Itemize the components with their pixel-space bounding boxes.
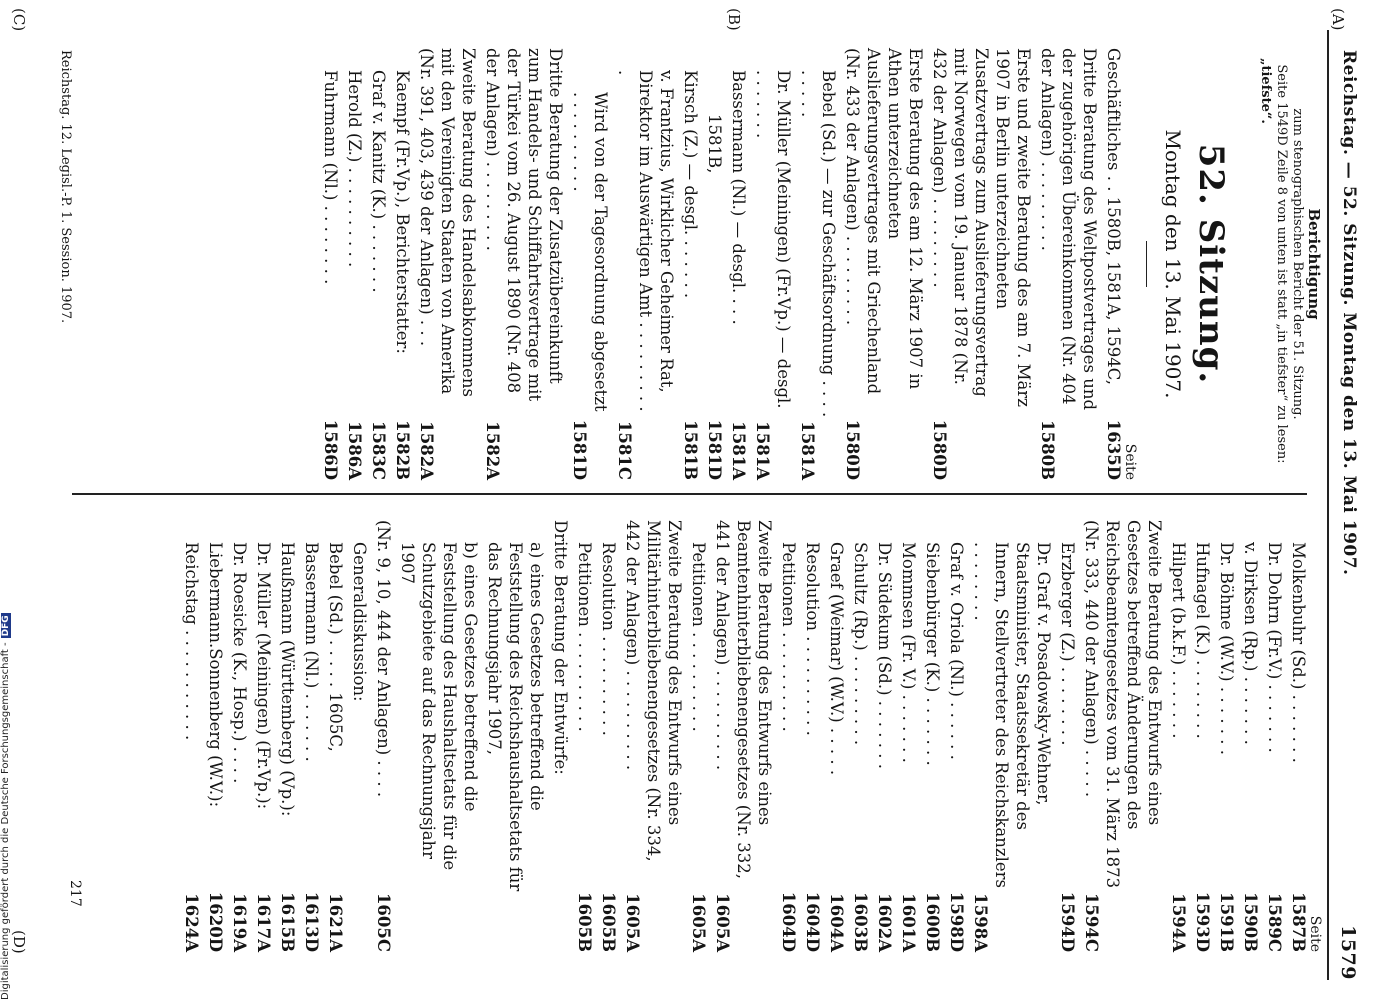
correction-title: Berichtigung — [1305, 208, 1323, 320]
index-entry-page-ref: 1605A — [623, 893, 642, 952]
index-entry — [1103, 48, 1124, 480]
index-entry-text: Resolution . . . . . . . . . . — [803, 542, 822, 736]
index-entry-page-ref: 1581A — [729, 421, 748, 480]
index-entry-text: Zweite Beratung des Entwurfs eines Gesetzes betreffend Änderungen des Reichsbeamtengesetzes vom 31. März 1873 (Nr. 333, 440 der Anlagen) . . . . . — [1082, 520, 1164, 889]
index-entry-text: v. Frantzius, Wirklicher Geheimer Rat, Direktor im Auswärtigen Amt . . . . . . . . . . — [615, 70, 676, 412]
index-entry — [1192, 520, 1213, 952]
index-entry-text: Kaempf (Fr.Vp.), Berichterstatter: — [393, 70, 412, 354]
index-entry — [898, 520, 919, 952]
page-footer — [58, 50, 73, 490]
index-entry — [368, 48, 389, 480]
index-entry-page-ref: 1594C — [1082, 892, 1101, 952]
index-entry-page-ref: 1604D — [779, 891, 798, 952]
index-entry-text: Bebel (Sd.) . . . . . 1605C, — [326, 542, 345, 752]
index-entry-page-ref: 1582A — [417, 421, 436, 480]
index-entry-text: Dr. Südekum (Sd.) . . . . . . . — [875, 542, 894, 769]
margin-letter-b: (B) — [725, 8, 743, 31]
index-entry-text: Petitionen . . . . . . . . . . — [779, 542, 798, 732]
index-entry-text: (Nr. 9, 10, 444 der Anlagen) . . . . — [374, 520, 393, 798]
digitization-note — [0, 600, 14, 1000]
margin-letter-a: (A) — [1329, 8, 1347, 31]
index-entry — [482, 48, 566, 480]
index-entry — [397, 520, 481, 952]
index-entry — [752, 48, 794, 480]
index-entry — [680, 48, 701, 480]
index-entry-text: Herold (Z.) . . . . . . . . . . — [345, 70, 364, 268]
index-entry-page-ref: 1604D — [803, 891, 822, 952]
index-entry-page-ref: 1586A — [345, 421, 364, 480]
index-entry-text: Dritte Beratung des Weltpostvertrages und der zugehörigen Übereinkommen (Nr. 404 der Anlagen) . . . . . . . . . — [1038, 48, 1099, 411]
index-entry — [344, 48, 365, 480]
index-entry-text: Erste Beratung des am 12. März 1907 in Athen unterzeichneten Auslieferungsvertrages mit Griechenland (Nr. 433 der Anlagen) . . . . . . . . . — [843, 48, 925, 395]
column-divider — [72, 493, 1307, 495]
index-entry-page-ref: 1582A — [483, 421, 502, 480]
sheet-signature: 217 — [67, 880, 83, 907]
index-entry — [320, 48, 341, 480]
index-entry-text: Mommsen (Fr. V.) . . . . . . . — [899, 542, 918, 763]
index-entry-page-ref: 1591B — [1217, 892, 1236, 952]
index-entry — [797, 48, 839, 480]
dfg-logo: DFG — [1, 615, 11, 637]
index-entry-text: Bebel (Sd.) — zur Geschäftsordnung . . . . . . . . . — [798, 70, 838, 418]
index-entry — [1240, 520, 1261, 952]
left-index-list — [320, 48, 1124, 480]
index-entry-page-ref: 1598D — [947, 891, 966, 952]
index-entry — [728, 48, 749, 480]
index-entry — [301, 520, 322, 952]
index-entry-text: Dritte Beratung der Entwürfe: — [551, 520, 570, 775]
running-head — [1327, 30, 1365, 980]
index-entry-page-ref: 1590B — [1241, 892, 1260, 952]
margin-letter-c: (C) — [10, 8, 28, 32]
index-entry — [373, 520, 394, 952]
index-entry-page-ref: 1581D — [705, 419, 724, 480]
index-entry-page-ref: 1594D — [1058, 891, 1077, 952]
seite-label-left: Seite — [1122, 443, 1138, 480]
index-entry-text: v. Dirksen (Rp.) . . . . . . . — [1241, 542, 1260, 745]
index-entry-page-ref: 1601A — [899, 893, 918, 952]
correction-line-2: Seite 1549D Zeile 8 von unten ist statt „in tiefster“ zu lesen: — [1274, 64, 1289, 464]
session-title: 52. Sitzung. — [1191, 143, 1231, 385]
index-entry-text: Zweite Beratung des Entwurfs eines Militärhinterbliebenengesetzes (Nr. 334, 442 der Anlagen) . . . . . . . . . . — [623, 520, 684, 862]
index-entry-text: Dr. Böhme (W.V.) . . . . . . . — [1217, 542, 1236, 756]
index-entry-page-ref: 1581A — [753, 421, 772, 480]
index-entry — [802, 520, 823, 952]
index-entry-text: Dritte Beratung der Zusatzübereinkunft zum Handels- und Schiffahrtsvertrage mit der Türkei vom 26. August 1890 (Nr. 408 der Anlagen) . . . . . . . . . — [483, 48, 565, 402]
index-entry-page-ref: 1594A — [1169, 893, 1188, 952]
index-entry-page-ref: 1615B — [278, 892, 297, 952]
index-entry — [874, 520, 895, 952]
index-entry — [277, 520, 298, 952]
index-entry-page-ref: 1613D — [302, 891, 321, 952]
digitization-text: Digitalisierung gefördert durch die Deutsche Forschungsgemeinschaft - — [0, 642, 11, 1000]
index-entry-text: Molkenbuhr (Sd.) . . . . . . . — [1289, 542, 1308, 763]
index-entry-page-ref: 1582B — [393, 420, 412, 480]
index-entry — [929, 48, 1034, 480]
index-entry-page-ref: 1620D — [206, 891, 225, 952]
index-entry-text: Graf v. Kanitz (K.) . . . . . . . — [369, 70, 388, 293]
index-entry-page-ref: 1624A — [182, 893, 201, 952]
index-entry — [922, 520, 943, 952]
index-entry-page-ref: 1593D — [1193, 891, 1212, 952]
index-entry — [1264, 520, 1285, 952]
index-entry — [688, 520, 709, 952]
page-number: 1579 — [1337, 925, 1359, 980]
index-entry-text: Schultz (Rp.) . . . . . . . . . — [851, 542, 870, 746]
index-entry-text: Zweite Beratung des Handelsabkommens mit den Vereinigten Staaten von Amerika (Nr. 391, 403, 439 der Anlagen) . . . — [417, 48, 478, 398]
index-entry-text: Graf v. Oriola (Nl.) . . . . . . — [947, 542, 966, 760]
index-entry-text: Dr. Graf v. Posadowsky-Wehner, Staatsminister, Staatssekretär des Innern, Stellvertreter des Reichskanzlers . . . . . . . . — [971, 542, 1053, 888]
index-entry-page-ref: 1581A — [798, 421, 817, 480]
index-entry-text: Dr. Müller (Meiningen) (Fr.Vp.) — desgl. . . . . . . . — [753, 70, 793, 409]
short-rule — [1146, 241, 1147, 287]
index-entry — [622, 520, 685, 952]
index-entry-page-ref: 1602A — [875, 893, 894, 952]
index-entry-page-ref: 1619A — [230, 893, 249, 952]
index-entry — [229, 520, 250, 952]
index-entry-text: Hufnagel (K.) . . . . . . . . — [1193, 542, 1212, 739]
index-entry-text: Siebenbürger (K.) . . . . . . . — [923, 542, 942, 766]
index-entry-page-ref: 1621A — [326, 893, 345, 952]
right-index-list — [181, 520, 1309, 952]
index-entry-text: Reichstag . . . . . . . . . . . — [182, 542, 201, 741]
index-entry-page-ref: 1605B — [599, 892, 618, 952]
index-entry — [704, 48, 725, 480]
index-entry — [1037, 48, 1100, 480]
index-entry-text: Fuhrmann (Nl.) . . . . . . . . — [321, 70, 340, 285]
index-entry — [253, 520, 274, 952]
index-entry-page-ref: 1580D — [843, 419, 862, 480]
index-entry-page-ref: 1605A — [713, 893, 732, 952]
index-entry — [842, 48, 926, 480]
index-entry — [205, 520, 226, 952]
index-entry — [970, 520, 1054, 952]
index-entry-text: Dr. Dohrn (Fr.V.) . . . . . . . — [1265, 542, 1284, 753]
index-entry-text: Wird von der Tagesordnung abgesetzt . . . . . . . . . . — [570, 92, 610, 412]
index-entry-text: Zweite Beratung des Entwurfs eines Beamtenhinterbliebenengesetzes (Nr. 332, 441 der Anlagen) . . . . . . . . . . — [713, 520, 774, 879]
index-entry — [1216, 520, 1237, 952]
index-entry — [416, 48, 479, 480]
index-entry-text: 1581B, — [705, 114, 724, 174]
index-entry-page-ref: 1581C — [615, 420, 634, 480]
index-entry — [181, 520, 202, 952]
index-entry — [850, 520, 871, 952]
index-entry — [1081, 520, 1165, 952]
index-entry-text: b) eines Gesetzes betreffend die Feststellung des Haushaltsetats für die Schutzgebiete auf das Rechnungsjahr 1907 — [398, 542, 480, 871]
correction-line-3: „tiefste“. — [1258, 58, 1273, 124]
index-entry-page-ref: 1598A — [971, 893, 990, 952]
session-date: Montag den 13. Mai 1907. — [1161, 129, 1185, 399]
index-entry-text: Erste und zweite Beratung des am 7. März 1907 in Berlin unterzeichneten Zusatzvertrags zum Auslieferungsvertrag mit Norwegen vom 19. Januar 1878 (Nr. 432 der Anlagen) . . . . . . . . . — [930, 48, 1033, 407]
index-entry — [569, 48, 611, 480]
index-entry — [946, 520, 967, 952]
index-entry — [614, 48, 677, 480]
index-entry-page-ref: 1586D — [321, 419, 340, 480]
index-entry — [574, 520, 595, 952]
index-entry-page-ref: 1617A — [254, 893, 273, 952]
index-entry — [325, 520, 346, 952]
index-entry-page-ref: 1583C — [369, 420, 388, 480]
index-entry — [712, 520, 775, 952]
index-entry-text: Erzberger (Z.) . . . . . . . . — [1058, 542, 1077, 746]
index-entry-page-ref: 1635D — [1104, 419, 1123, 480]
index-entry — [1288, 520, 1309, 952]
index-entry-text: Hilpert (b.k.F.) . . . . . . . — [1169, 542, 1188, 739]
right-column — [178, 520, 1327, 952]
index-entry-text: Petitionen . . . . . . . . . . — [689, 542, 708, 732]
index-entry-text: Bassermann (Nl.) — desgl. . . . — [729, 70, 748, 325]
index-entry-page-ref: 1580D — [930, 419, 949, 480]
index-entry-page-ref: 1581D — [570, 419, 589, 480]
index-entry — [484, 520, 547, 952]
index-entry — [349, 520, 370, 952]
index-entry — [392, 48, 413, 480]
running-head-title: Reichstag. — 52. Sitzung. Montag den 13. Mai 1907. — [1339, 50, 1359, 576]
left-column — [317, 48, 1327, 480]
index-entry-text: Dr. Roesicke (K., Hosp.) . . . . — [230, 542, 249, 784]
index-entry — [1168, 520, 1189, 952]
index-entry-text: a) eines Gesetzes betreffend die Feststellung des Reichshaushaltsetats für das Rechnungsjahr 1907, — [485, 542, 546, 892]
index-entry — [550, 520, 571, 952]
correction-line-1: zum stenographischen Bericht der 51. Sitzung. — [1290, 108, 1305, 420]
index-entry-page-ref: 1587B — [1289, 892, 1308, 952]
index-entry-text: Geschäftliches . . 1580B, 1581A, 1594C, — [1104, 48, 1123, 386]
index-entry-page-ref: 1605A — [689, 893, 708, 952]
index-entry-page-ref: 1600B — [923, 892, 942, 952]
index-entry — [778, 520, 799, 952]
seite-label-right: Seite — [1307, 915, 1323, 952]
index-entry-page-ref: 1605B — [575, 892, 594, 952]
index-entry — [1057, 520, 1078, 952]
index-entry-text: Bassermann (Nl.) . . . . . . . — [302, 542, 321, 762]
index-entry-page-ref: 1589C — [1265, 892, 1284, 952]
margin-letter-d: (D) — [10, 930, 28, 954]
index-entry-text: Kirsch (Z.) — desgl. . . . . . . — [681, 70, 700, 299]
index-entry-page-ref: 1604A — [827, 893, 846, 952]
index-entry-text: Liebermann.Sonnenberg (W.V.): — [206, 542, 225, 808]
index-entry-text: Generaldiskussion: — [350, 542, 369, 702]
index-entry-page-ref: 1580B — [1038, 420, 1057, 480]
index-entry — [826, 520, 847, 952]
index-entry-text: Petitionen . . . . . . . . . . — [575, 542, 594, 732]
index-entry-page-ref: 1603B — [851, 892, 870, 952]
footer-publication: Reichstag. 12. Legisl.-P. 1. Session. 1907. — [58, 50, 73, 324]
index-entry-page-ref: 1605C — [374, 892, 393, 952]
index-entry-text: Graef (Weimar) (W.V.) . . . . . — [827, 542, 846, 776]
index-entry — [598, 520, 619, 952]
index-entry-text: Resolution . . . . . . . . . . — [599, 542, 618, 736]
index-entry-text: Haußmann (Württemberg) (Vp.): — [278, 542, 297, 817]
index-entry-text: Dr. Müller (Meiningen) (Fr.Vp.): — [254, 542, 273, 810]
index-entry-page-ref: 1581B — [681, 420, 700, 480]
